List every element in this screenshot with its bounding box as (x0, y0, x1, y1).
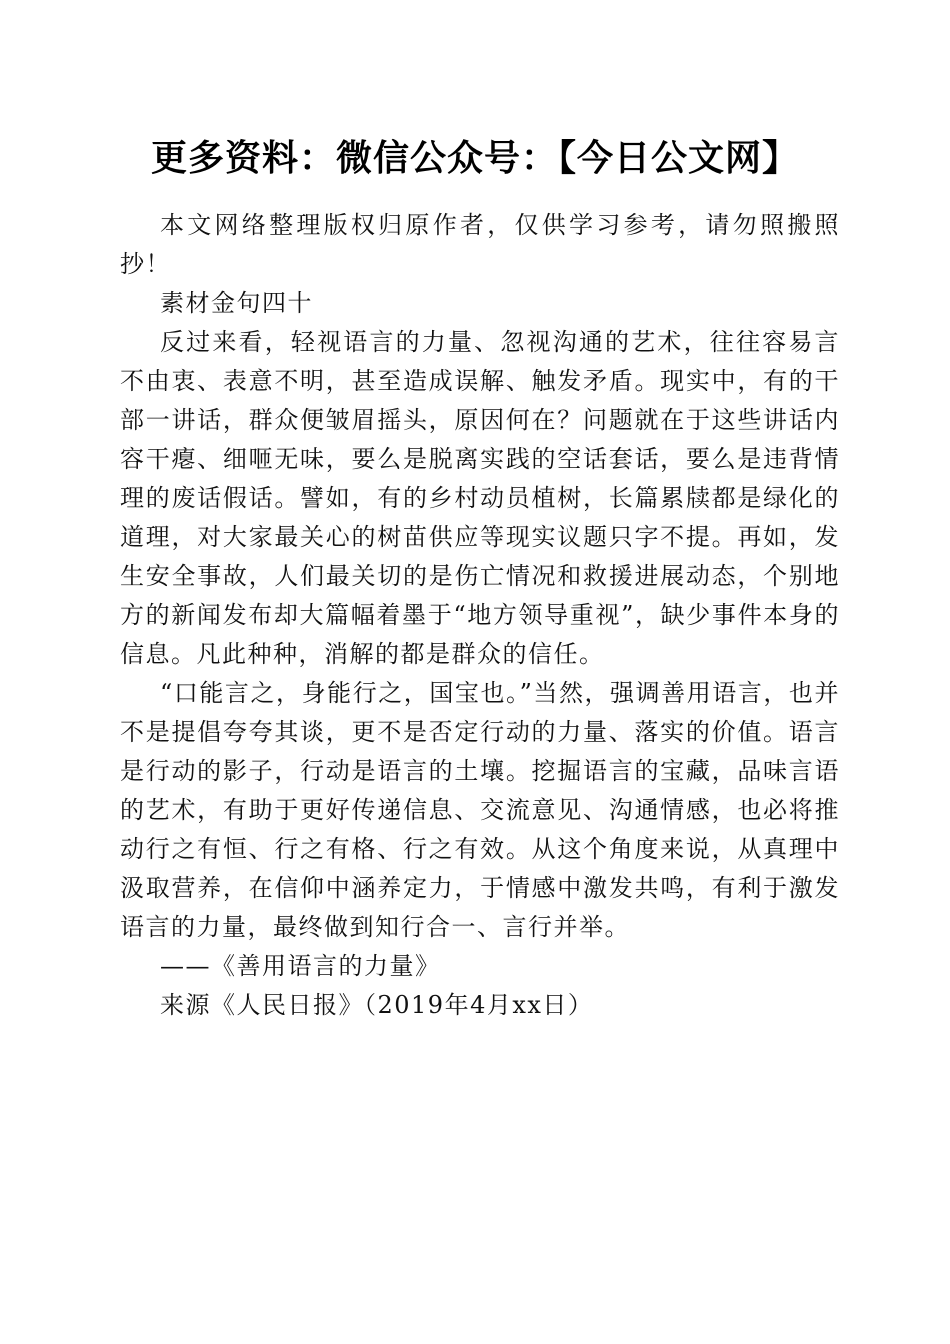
document-title: 更多资料：微信公众号：【今日公文网】 (150, 138, 799, 179)
section-heading: 素材金句四十 (160, 289, 313, 317)
document-body (120, 206, 840, 1025)
paragraph-1: 反过来看，轻视语言的力量、忽视沟通的艺术，往往容易言不由衷、表意不明，甚至造成误解、触发矛盾。现实中，有的干部一讲话，群众便皱眉摇头，原因何在？问题就在于这些讲话内容干瘪、细咂无味，要么是脱离实践的空话套话，要么是违背情理的废话假话。譬如，有的乡村动员植树，长篇累牍都是绿化的道理，对大家最关心的树苗供应等现实议题只字不提。再如，发生安全事故，人们最关切的是伤亡情况和救援进展动态，个别地方的新闻发布却大篇幅着墨于“地方领导重视”，缺少事件本身的信息。凡此种种，消解的都是群众的信任。 (120, 328, 840, 668)
article-source: 来源《人民日报》（2019年4月xx日） (160, 991, 594, 1019)
article-attribution: ——《善用语言的力量》 (160, 952, 441, 980)
copyright-notice: 本文网络整理版权归原作者，仅供学习参考，请勿照搬照抄！ (120, 211, 840, 278)
paragraph-2: “口能言之，身能行之，国宝也。”当然，强调善用语言，也并不是提倡夸夸其谈，更不是否定行动的力量、落实的价值。语言是行动的影子，行动是语言的土壤。挖掘语言的宝藏，品味言语的艺术，有助于更好传递信息、交流意见、沟通情感，也必将推动行之有恒、行之有格、行之有效。从这个角度来说，从真理中汲取营养，在信仰中涵养定力，于情感中激发共鸣，有利于激发语言的力量，最终做到知行合一、言行并举。 (120, 679, 840, 941)
